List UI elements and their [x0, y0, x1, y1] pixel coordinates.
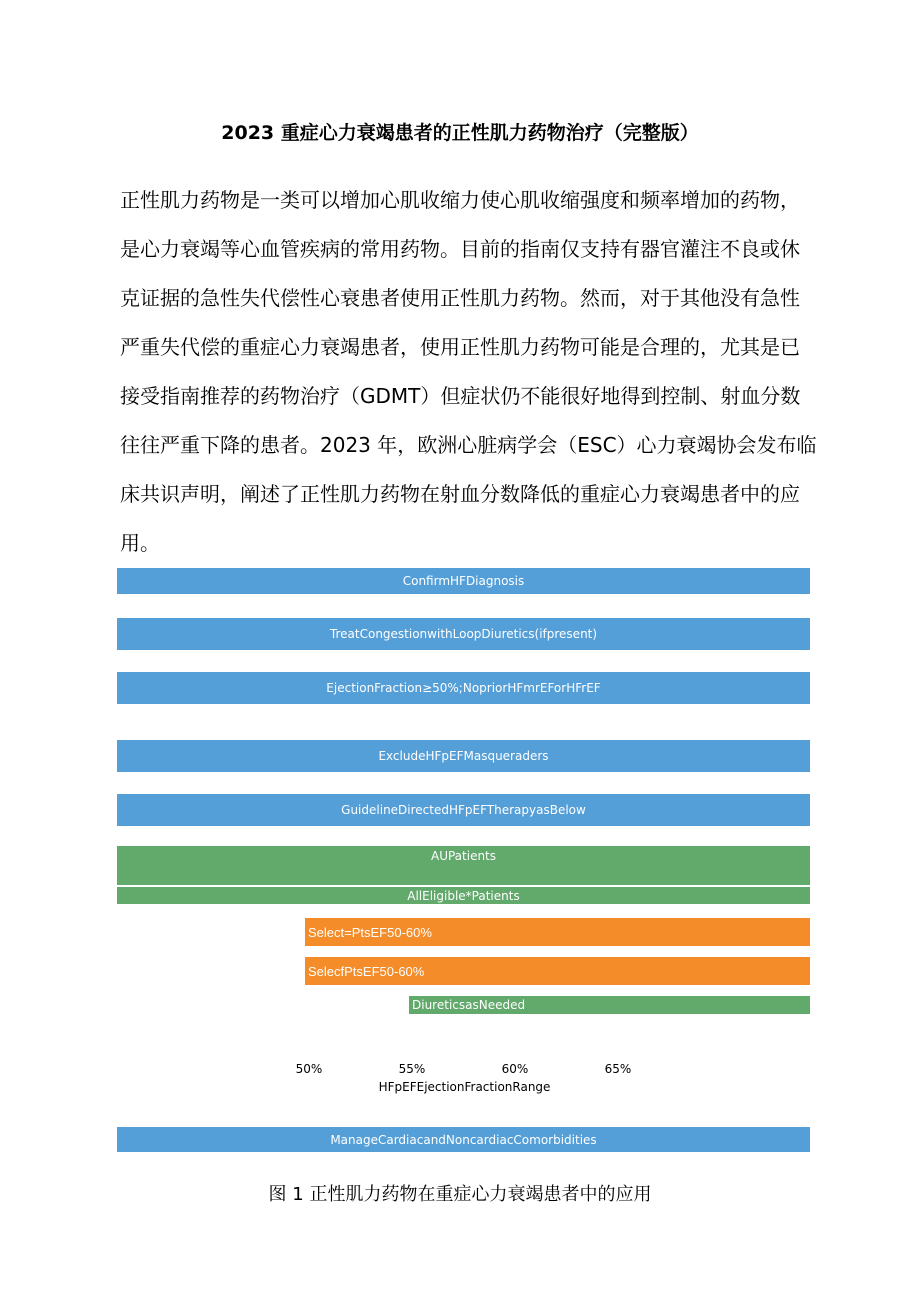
eligible-patients-band: AllEligible*Patients [117, 887, 810, 904]
step-exclude-masqueraders: ExcludeHFpEFMasqueraders [117, 740, 810, 772]
axis-tick-65: 65% [604, 1062, 632, 1076]
paragraph-line: 严重失代偿的重症心力衰竭患者，使用正性肌力药物可能是合理的，尤其是已 [120, 335, 800, 359]
intro-paragraph [120, 176, 817, 568]
paragraph-line: 往往严重下降的患者。2023 年，欧洲心脏病学会（ESC）心力衰竭协会发布临 [120, 433, 817, 457]
all-patients-band: AUPatients [117, 846, 810, 885]
paragraph-line: 用。 [120, 531, 160, 555]
step-guideline-therapy: GuidelineDirectedHFpEFTherapyasBelow [117, 794, 810, 826]
axis-tick-60: 60% [501, 1062, 529, 1076]
range-bar-select-pts-1: Select=PtsEF50-60% [305, 918, 810, 946]
paragraph-line: 正性肌力药物是一类可以增加心肌收缩力使心肌收缩强度和频率增加的药物， [120, 188, 800, 212]
axis-tick-50: 50% [295, 1062, 323, 1076]
paragraph-line: 克证据的急性失代偿性心衰患者使用正性肌力药物。然而，对于其他没有急性 [120, 286, 800, 310]
step-confirm-diagnosis: ConfirmHFDiagnosis [117, 568, 810, 594]
document-title: 2023 重症心力衰竭患者的正性肌力药物治疗（完整版） [221, 122, 699, 144]
paragraph-line: 床共识声明，阐述了正性肌力药物在射血分数降低的重症心力衰竭患者中的应 [120, 482, 800, 506]
figure-caption: 图 1 正性肌力药物在重症心力衰竭患者中的应用 [268, 1184, 652, 1205]
range-bar-select-pts-2: SelecfPtsEF50-60% [305, 957, 810, 985]
axis-tick-55: 55% [398, 1062, 426, 1076]
axis-label: HFpEFEjectionFractionRange [378, 1080, 551, 1094]
paragraph-line: 是心力衰竭等心血管疾病的常用药物。目前的指南仅支持有器官灌注不良或休 [120, 237, 800, 261]
step-ejection-fraction: EjectionFraction≥50%;NopriorHFmrEForHFrEF [117, 672, 810, 704]
range-bar-diuretics: DiureticsasNeeded [409, 996, 810, 1014]
step-treat-congestion: TreatCongestionwithLoopDiuretics(ifpresent) [117, 618, 810, 650]
step-manage-comorbidities: ManageCardiacandNoncardiacComorbidities [117, 1127, 810, 1152]
paragraph-line: 接受指南推荐的药物治疗（GDMT）但症状仍不能很好地得到控制、射血分数 [120, 384, 801, 408]
